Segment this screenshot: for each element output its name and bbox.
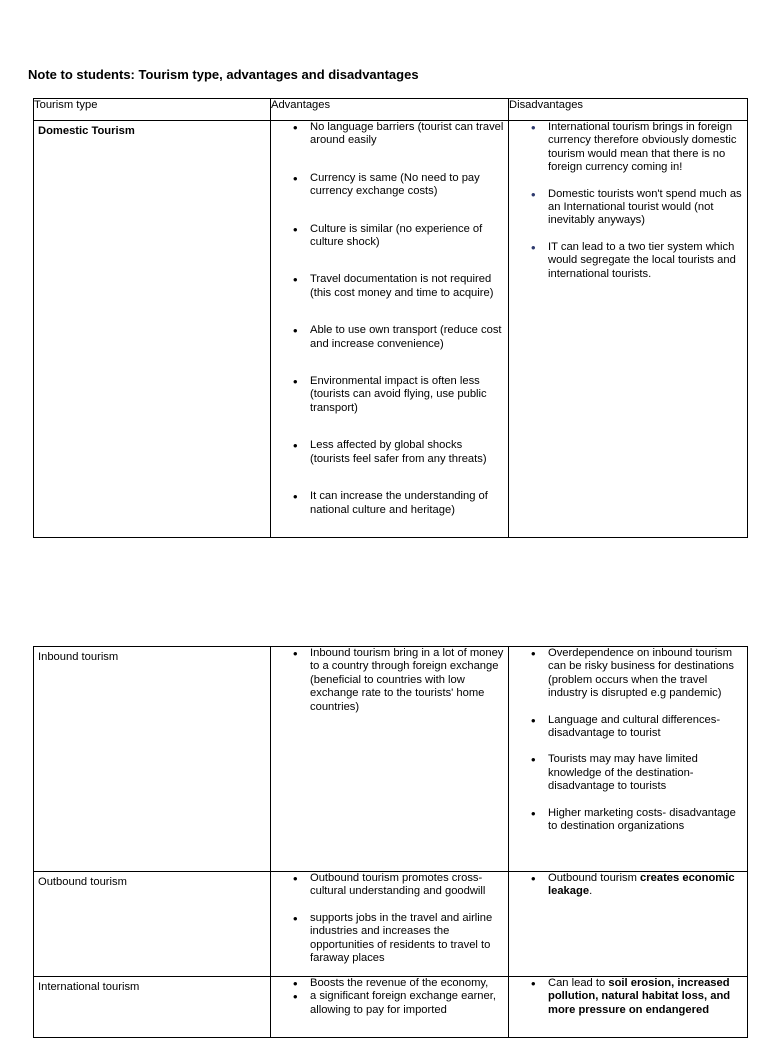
disadvantage-emphasis: soil erosion, increased pollution, natural habitat loss, and more pressure on endangered: [548, 977, 731, 1016]
list-item: [509, 872, 747, 899]
list-item: • Domestic tourists won't spend much as an International tourist would (not inevitably anyways): [509, 188, 747, 228]
tourism-type-label: International tourism: [38, 981, 140, 993]
disadvantage-text: Can lead to: [548, 977, 609, 989]
tourism-type-label: Inbound tourism: [38, 651, 119, 663]
list-item: • International tourism brings in foreign currency therefore obviously domestic tourism would mean that there is no foreign currency coming in!: [509, 121, 747, 175]
list-item: • Tourists may may have limited knowledge of the destination- disadvantage to tourists: [509, 753, 747, 793]
list-item: • IT can lead to a two tier system which would segregate the local tourists and international tourists.: [509, 241, 747, 281]
tourism-table-2: [33, 646, 748, 1038]
header-tourism-type: Tourism type: [34, 99, 271, 121]
list-item: [509, 977, 747, 1017]
list-item: • Outbound tourism promotes cross-cultural understanding and goodwill: [271, 872, 508, 899]
table-header-row: [34, 99, 748, 121]
disadvantages-list: [509, 121, 747, 281]
list-item: • Boosts the revenue of the economy,: [271, 977, 508, 990]
list-item: • Able to use own transport (reduce cost and increase convenience): [271, 324, 508, 351]
list-item: • Travel documentation is not required (this cost money and time to acquire): [271, 273, 508, 300]
disadvantages-list: [509, 872, 747, 899]
advantages-list: [271, 977, 508, 1017]
list-item: • Overdependence on inbound tourism can be risky business for destinations (problem occurs when the travel industry is disrupted e.g pandemic): [509, 647, 747, 701]
list-item: • Currency is same (No need to pay currency exchange costs): [271, 172, 508, 199]
disadvantages-list: [509, 977, 747, 1017]
page-title: Note to students: Tourism type, advantages and disadvantages: [28, 67, 419, 82]
list-item: • Environmental impact is often less (tourists can avoid flying, use public transport): [271, 375, 508, 415]
table-row-domestic: [34, 121, 748, 538]
disadvantage-text: Outbound tourism: [548, 872, 641, 884]
list-item: • supports jobs in the travel and airline industries and increases the opportunities of residents to travel to faraway places: [271, 912, 508, 966]
advantages-list: [271, 647, 508, 714]
list-item: • Less affected by global shocks (tourists feel safer from any threats): [271, 439, 508, 466]
list-item: • a significant foreign exchange earner, allowing to pay for imported: [271, 990, 508, 1017]
tourism-type-label: Domestic Tourism: [38, 125, 135, 137]
table-row-outbound: [34, 872, 748, 977]
list-item: • Inbound tourism bring in a lot of money to a country through foreign exchange (beneficial to countries with low exchange rate to the tourists' home countries): [271, 647, 508, 714]
disadvantages-list: [509, 647, 747, 833]
header-disadvantages: Disadvantages: [509, 99, 748, 121]
advantages-list: [271, 872, 508, 965]
tourism-type-label: Outbound tourism: [38, 876, 127, 888]
header-advantages: Advantages: [271, 99, 509, 121]
list-item: • Higher marketing costs- disadvantage to destination organizations: [509, 807, 747, 834]
disadvantage-emphasis: creates economic leakage: [548, 872, 735, 898]
tourism-table-1: [33, 98, 748, 538]
list-item: • No language barriers (tourist can travel around easily: [271, 121, 508, 148]
table-row-inbound: [34, 647, 748, 872]
list-item: • It can increase the understanding of national culture and heritage): [271, 490, 508, 517]
advantages-list: [271, 121, 508, 517]
disadvantage-suffix: .: [589, 885, 593, 898]
table-row-international: [34, 977, 748, 1038]
list-item: • Language and cultural differences- disadvantage to tourist: [509, 714, 747, 741]
list-item: • Culture is similar (no experience of culture shock): [271, 223, 508, 250]
